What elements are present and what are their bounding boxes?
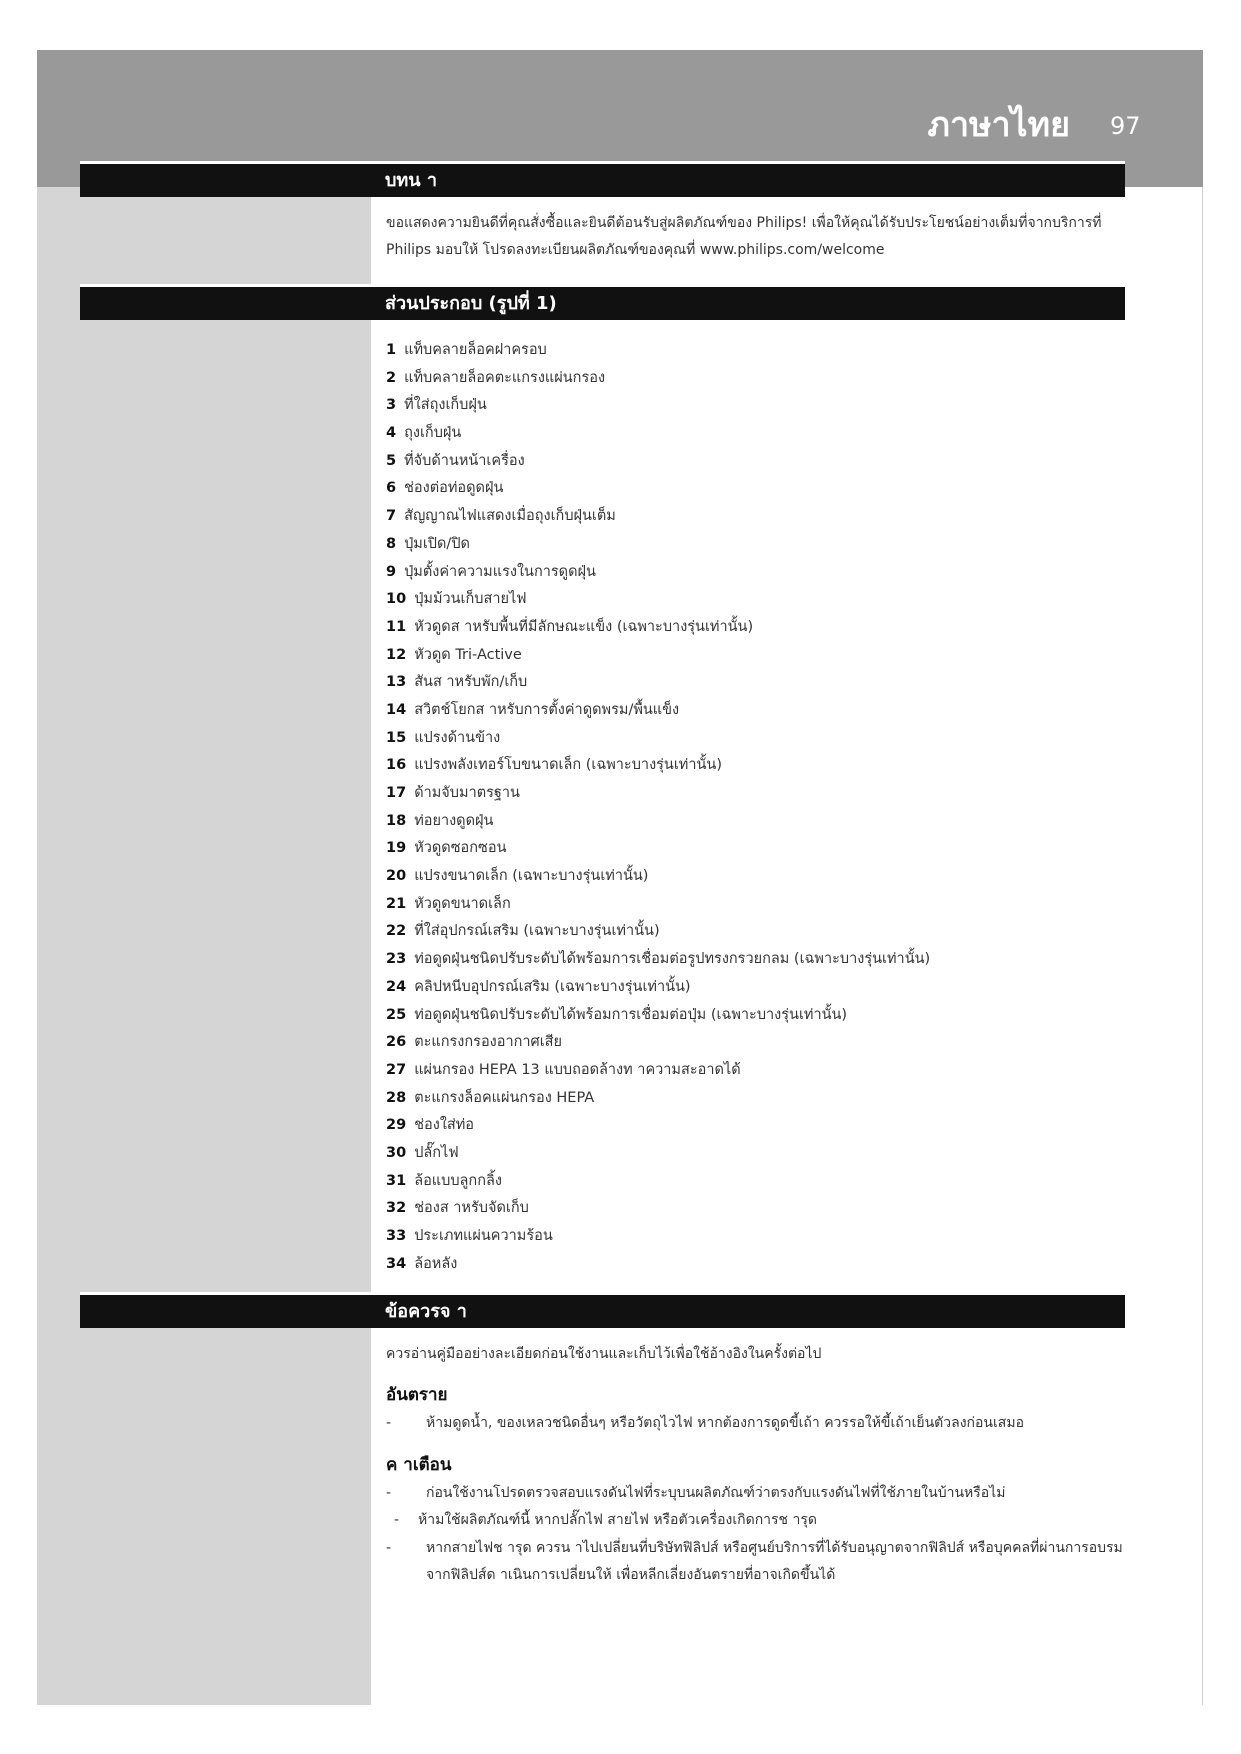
warning-item-2 <box>394 1507 1154 1534</box>
component-item <box>386 1002 1146 1030</box>
component-number: 22 <box>386 923 407 940</box>
component-number: 5 <box>386 452 397 469</box>
component-item <box>386 559 1146 587</box>
component-item <box>386 891 1146 919</box>
component-number: 32 <box>386 1200 407 1217</box>
component-item <box>386 392 1146 420</box>
component-number: 1 <box>386 342 397 358</box>
component-label: ช่องส าหรับจัดเก็บ <box>414 1200 529 1217</box>
component-number: 4 <box>386 425 397 442</box>
component-label: สัญญาณไฟแสดงเมื่อถุงเก็บฝุ่นเต็ม <box>404 508 616 525</box>
component-label: แท็บคลายล็อคฝาครอบ <box>404 342 547 358</box>
danger-heading: อันตราย <box>386 1385 448 1405</box>
component-number: 24 <box>386 978 407 995</box>
component-number: 6 <box>386 480 397 497</box>
component-label: แท็บคลายล็อคตะแกรงแผ่นกรอง <box>404 369 606 386</box>
section-bar-important <box>80 1292 1125 1328</box>
component-label: หัวดูดส าหรับพื้นที่มีลักษณะแข็ง (เฉพาะบางรุ่นเท่านั้น) <box>414 618 754 635</box>
component-number: 34 <box>386 1255 407 1272</box>
section-heading-components: ส่วนประกอบ (รูปที่ 1) <box>385 293 557 314</box>
warning-item-1 <box>386 1480 1146 1507</box>
component-number: 28 <box>386 1089 407 1106</box>
intro-line-2: Philips มอบให้ โปรดลงทะเบียนผลิตภัณฑ์ของคุณที่ www.philips.com/welcome <box>386 242 885 258</box>
component-item <box>386 448 1146 476</box>
component-item <box>386 531 1146 559</box>
component-label: คลิปหนีบอุปกรณ์เสริม (เฉพาะบางรุ่นเท่านั้น) <box>414 978 691 995</box>
component-item <box>386 503 1146 531</box>
component-number: 16 <box>386 757 407 774</box>
component-number: 26 <box>386 1034 407 1051</box>
component-label: ด้ามจับมาตรฐาน <box>414 785 520 801</box>
component-item <box>386 475 1146 503</box>
component-label: สันส าหรับพัก/เก็บ <box>414 674 528 691</box>
component-number: 23 <box>386 951 407 968</box>
section-bar-components <box>80 284 1125 320</box>
component-item <box>386 1251 1146 1279</box>
component-item <box>386 918 1146 946</box>
section-heading-intro: บทน า <box>385 170 437 191</box>
component-item <box>386 642 1146 670</box>
component-label: แปรงขนาดเล็ก (เฉพาะบางรุ่นเท่านั้น) <box>414 868 649 885</box>
component-item <box>386 1085 1146 1113</box>
components-list <box>386 337 1146 1278</box>
component-label: แปรงด้านข้าง <box>414 729 501 746</box>
component-label: ประเภทแผ่นความร้อน <box>414 1228 553 1244</box>
component-label: ปุ่มม้วนเก็บสายไฟ <box>414 591 527 608</box>
component-number: 15 <box>386 729 407 746</box>
component-label: ตะแกรงล็อคแผ่นกรอง HEPA <box>414 1089 595 1106</box>
warning-item-3-text-line-2: จากฟิลิปส์ด าเนินการเปลี่ยนให้ เพื่อหลีกเลี่ยงอันตรายที่อาจเกิดขึ้นได้ <box>426 1567 836 1583</box>
section-bar-intro <box>80 161 1125 197</box>
component-item <box>386 752 1146 780</box>
component-label: ปลั๊กไฟ <box>414 1144 459 1161</box>
left-margin-column <box>37 187 371 1705</box>
component-number: 14 <box>386 701 407 718</box>
component-label: ตะแกรงกรองอากาศเสีย <box>414 1034 563 1051</box>
warning-item-1-text: ก่อนใช้งานโปรดตรวจสอบแรงดันไฟที่ระบุบนผลิตภัณฑ์ว่าตรงกับแรงดันไฟที่ใช้ภายในบ้านหรือไม่ <box>426 1485 1006 1501</box>
component-item <box>386 1223 1146 1251</box>
component-number: 21 <box>386 895 407 912</box>
component-item <box>386 1168 1146 1196</box>
component-number: 20 <box>386 868 407 885</box>
component-item <box>386 1057 1146 1085</box>
component-number: 29 <box>386 1117 407 1134</box>
component-label: ท่อยางดูดฝุ่น <box>414 812 494 829</box>
component-number: 12 <box>386 646 407 663</box>
component-item <box>386 1195 1146 1223</box>
component-item <box>386 614 1146 642</box>
intro-paragraph <box>386 210 1146 264</box>
component-number: 3 <box>386 397 397 414</box>
danger-item <box>386 1410 1146 1437</box>
warning-item-3 <box>386 1535 1146 1589</box>
component-number: 7 <box>386 508 397 525</box>
component-item <box>386 946 1146 974</box>
component-label: หัวดูด Tri-Active <box>414 646 522 663</box>
component-item <box>386 1029 1146 1057</box>
component-item <box>386 863 1146 891</box>
component-number: 10 <box>386 591 407 608</box>
component-label: ล้อแบบลูกกลิ้ง <box>414 1172 502 1189</box>
bullet-dash: - <box>386 1415 392 1431</box>
component-label: หัวดูดขนาดเล็ก <box>414 895 511 912</box>
language-title: ภาษาไทย <box>927 105 1070 145</box>
component-number: 17 <box>386 785 407 801</box>
warning-heading: ค าเตือน <box>386 1455 452 1475</box>
important-intro: ควรอ่านคู่มืออย่างละเอียดก่อนใช้งานและเก็บไว้เพื่อใช้อ้างอิงในครั้งต่อไป <box>386 1346 822 1362</box>
component-label: แปรงพลังเทอร์โบขนาดเล็ก (เฉพาะบางรุ่นเท่านั้น) <box>414 757 722 774</box>
component-item <box>386 1140 1146 1168</box>
component-label: ช่องใส่ท่อ <box>414 1117 475 1134</box>
component-number: 31 <box>386 1172 407 1189</box>
component-number: 2 <box>386 369 397 386</box>
component-number: 18 <box>386 812 407 829</box>
component-label: หัวดูดซอกซอน <box>414 840 507 857</box>
component-number: 19 <box>386 840 407 857</box>
component-item <box>386 780 1146 808</box>
danger-item-text: ห้ามดูดน้ำ, ของเหลวชนิดอื่นๆ หรือวัตถุไวไฟ หากต้องการดูดขี้เถ้า ควรรอให้ขี้เถ้าเย็นตัวลงก่อนเสมอ <box>426 1415 1024 1431</box>
component-label: ท่อดูดฝุ่นชนิดปรับระดับได้พร้อมการเชื่อมต่อปุ่ม (เฉพาะบางรุ่นเท่านั้น) <box>414 1006 848 1023</box>
component-label: ท่อดูดฝุ่นชนิดปรับระดับได้พร้อมการเชื่อมต่อรูปทรงกรวยกลม (เฉพาะบางรุ่นเท่านั้น) <box>414 951 931 968</box>
component-item <box>386 1112 1146 1140</box>
component-label: แผ่นกรอง HEPA 13 แบบถอดล้างท าความสะอาดได้ <box>414 1061 741 1078</box>
component-item <box>386 835 1146 863</box>
component-item <box>386 725 1146 753</box>
component-number: 11 <box>386 618 407 635</box>
component-item <box>386 808 1146 836</box>
component-number: 30 <box>386 1144 407 1161</box>
bullet-dash: - <box>386 1540 392 1556</box>
component-label: ที่ใส่อุปกรณ์เสริม (เฉพาะบางรุ่นเท่านั้น) <box>414 923 660 940</box>
component-number: 13 <box>386 674 407 691</box>
component-number: 25 <box>386 1006 407 1023</box>
component-label: ช่องต่อท่อดูดฝุ่น <box>404 480 504 497</box>
component-label: ปุ่มเปิด/ปิด <box>404 535 470 552</box>
component-label: ถุงเก็บฝุ่น <box>404 425 462 442</box>
component-item <box>386 669 1146 697</box>
component-item <box>386 697 1146 725</box>
component-item <box>386 586 1146 614</box>
intro-line-1: ขอแสดงความยินดีที่คุณสั่งซื้อและยินดีต้อนรับสู่ผลิตภัณฑ์ของ Philips! เพื่อให้คุณได้รับประโยชน์อย่างเต็มที่จากบริการที่ <box>386 215 1102 231</box>
component-label: ที่จับด้านหน้าเครื่อง <box>404 452 525 469</box>
bullet-dash: - <box>386 1485 392 1501</box>
section-heading-important: ข้อควรจ า <box>385 1301 467 1322</box>
component-label: สวิตช์โยกส าหรับการตั้งค่าดูดพรม/พื้นแข็ง <box>414 701 680 718</box>
component-item <box>386 337 1146 365</box>
page-number: 97 <box>1110 112 1141 140</box>
warning-item-2-text: ห้ามใช้ผลิตภัณฑ์นี้ หากปลั๊กไฟ สายไฟ หรือตัวเครื่องเกิดการช ารุด <box>418 1512 817 1528</box>
component-number: 33 <box>386 1228 407 1244</box>
component-item <box>386 420 1146 448</box>
component-label: ล้อหลัง <box>414 1255 458 1272</box>
component-label: ปุ่มตั้งค่าความแรงในการดูดฝุ่น <box>404 563 596 580</box>
component-item <box>386 365 1146 393</box>
bullet-dash: - <box>394 1512 400 1528</box>
component-number: 8 <box>386 535 397 552</box>
warning-item-3-text-line-1: หากสายไฟช ารุด ควรน าไปเปลี่ยนที่บริษัทฟิลิปส์ หรือศูนย์บริการที่ได้รับอนุญาตจากฟิลิปส์ หรือบุคคลที่ผ่านการอบรม <box>426 1540 1123 1556</box>
page-edge <box>1202 187 1203 1705</box>
component-number: 9 <box>386 563 397 580</box>
component-label: ที่ใส่ถุงเก็บฝุ่น <box>404 397 487 414</box>
component-item <box>386 974 1146 1002</box>
component-number: 27 <box>386 1061 407 1078</box>
